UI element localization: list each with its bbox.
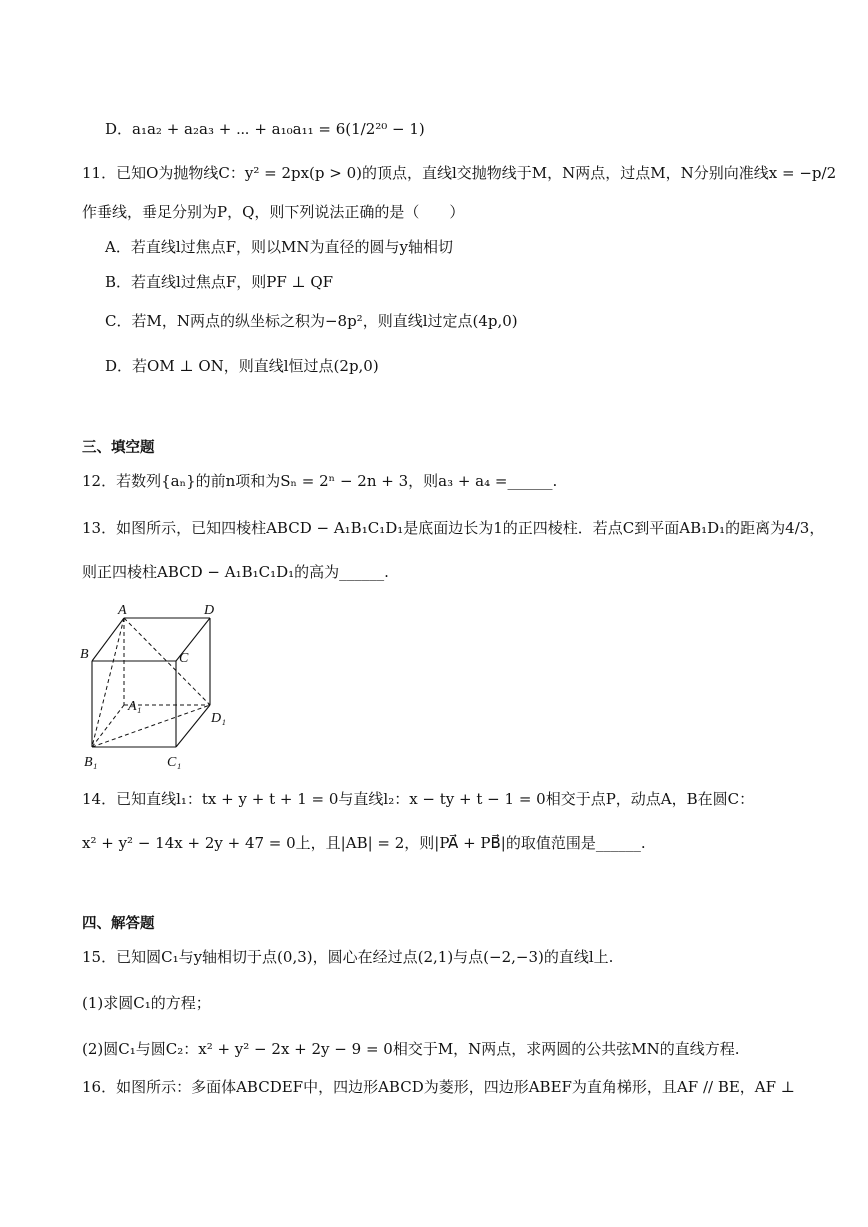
question-14-stem: 14．已知直线l₁：tx + y + t + 1 = 0与直线l₂：x − ty + t − 1 = 0相交于点P，动点A，B在圆C： (82, 790, 755, 808)
question-15-stem: 15．已知圆C₁与y轴相切于点(0,3)，圆心在经过点(2,1)与点(−2,−3)的直线l上. (82, 948, 614, 966)
question-15-part-2: (2)圆C₁与圆C₂：x² + y² − 2x + 2y − 9 = 0相交于M，N两点，求两圆的公共弦MN的直线方程. (82, 1040, 740, 1058)
label-d1: D₁ (211, 711, 226, 726)
question-11-stem: 11．已知O为抛物线C：y² = 2px(p > 0)的顶点，直线l交抛物线于M，N两点，过点M，N分别向准线x = −p/2 (82, 164, 837, 182)
label-b: B (80, 647, 89, 662)
edge-b1a1-hidden (92, 705, 124, 747)
option-11c: C．若M，N两点的纵坐标之积为−8p²，则直线l过定点(4p,0) (105, 312, 518, 330)
label-c1: C₁ (167, 755, 182, 770)
section-heading-fill-in: 三、填空题 (82, 440, 155, 456)
option-10d: D．a₁a₂ + a₂a₃ + ⋯ + a₁₀a₁₁ = 6(1/2²⁰ − 1) (105, 120, 425, 138)
label-a1: A₁ (128, 699, 142, 714)
edge-ba (92, 618, 124, 661)
question-13-stem-cont: 则正四棱柱ABCD − A₁B₁C₁D₁的高为______. (82, 563, 389, 581)
prism-figure (80, 598, 240, 773)
question-12: 12．若数列{aₙ}的前n项和为Sₙ = 2ⁿ − 2n + 3，则a₃ + a₄ =______. (82, 472, 558, 490)
label-a: A (118, 603, 127, 618)
question-13-stem: 13．如图所示，已知四棱柱ABCD − A₁B₁C₁D₁是底面边长为1的正四棱柱．若点C到平面AB₁D₁的距离为4/3， (82, 519, 825, 537)
option-11d: D．若OM ⊥ ON，则直线l恒过点(2p,0) (105, 357, 379, 375)
question-11-stem-cont: 作垂线，垂足分别为P，Q，则下列说法正确的是（ ） (82, 203, 465, 221)
label-b1: B₁ (84, 755, 98, 770)
label-d: D (204, 603, 215, 618)
question-15-part-1: (1)求圆C₁的方程； (82, 994, 211, 1012)
section-heading-solve: 四、解答题 (82, 916, 155, 932)
question-14-stem-cont: x² + y² − 14x + 2y + 47 = 0上，且|AB| = 2，则|PA⃗ + PB⃗|的取值范围是______. (82, 834, 646, 852)
question-16-stem: 16．如图所示：多面体ABCDEF中，四边形ABCD为菱形，四边形ABEF为直角梯形，且AF // BE，AF ⊥ (82, 1078, 795, 1096)
label-c: C (179, 651, 189, 666)
option-11b: B．若直线l过焦点F，则PF ⊥ QF (105, 273, 334, 291)
diag-ab1 (92, 618, 124, 747)
option-11a: A．若直线l过焦点F，则以MN为直径的圆与y轴相切 (105, 238, 453, 256)
